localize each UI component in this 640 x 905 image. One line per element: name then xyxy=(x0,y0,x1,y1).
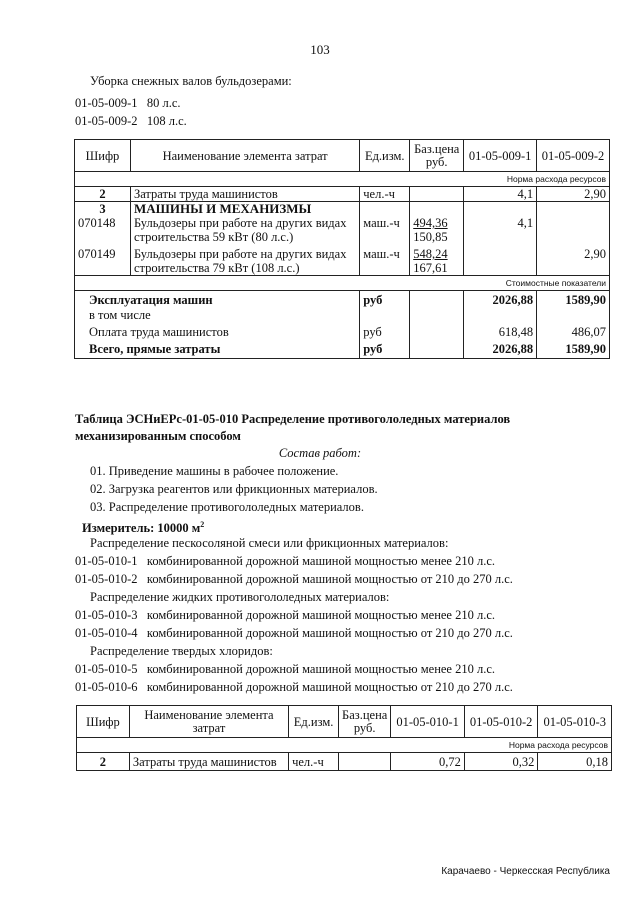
resource-table-1 xyxy=(74,139,610,359)
footer-region: Карачаево - Черкесская Республика xyxy=(441,866,610,877)
code-line xyxy=(75,95,181,111)
cost-value-1: 2026,88 xyxy=(464,342,537,359)
price-bottom: 150,85 xyxy=(413,230,448,244)
row-name: Затраты труда машинистов xyxy=(130,187,359,202)
code: 01-05-010-4 xyxy=(75,626,138,640)
code: 01-05-010-2 xyxy=(75,572,138,586)
row-name-line: Бульдозеры при работе на других видах xyxy=(133,247,347,261)
code: 01-05-010-6 xyxy=(75,680,138,694)
cost-unit xyxy=(360,308,410,325)
cost-label: Стоимостные показатели xyxy=(75,276,610,291)
cost-price xyxy=(410,325,464,342)
row-value-1: 4,1 xyxy=(464,216,537,244)
cost-unit: руб xyxy=(360,291,410,308)
code-text: комбинированной дорожной машиной мощностью от 210 до 270 л.с. xyxy=(146,626,513,640)
code-line xyxy=(75,113,187,129)
section-title: Уборка снежных валов бульдозерами: xyxy=(90,74,292,88)
cost-value-1: 618,48 xyxy=(464,325,537,342)
work-step: 01. Приведение машины в рабочее положение. xyxy=(90,464,339,478)
meter-sup: 2 xyxy=(200,520,205,529)
table-title-cont: механизированным способом xyxy=(75,429,241,443)
row-value-2 xyxy=(537,216,610,244)
price-top: 548,24 xyxy=(413,247,448,261)
header-price: Баз.цена руб. xyxy=(339,706,391,738)
table-row xyxy=(75,187,610,202)
price-bottom: 167,61 xyxy=(413,261,448,275)
header-code: Шифр xyxy=(77,706,130,738)
code-text: комбинированной дорожной машиной мощностью от 210 до 270 л.с. xyxy=(146,572,513,586)
row-price xyxy=(339,753,391,771)
cost-value-1: 2026,88 xyxy=(464,291,537,308)
row-code: 070149 xyxy=(75,244,131,276)
header-code: Шифр xyxy=(75,140,131,172)
cost-price xyxy=(410,291,464,308)
row-code: 070148 xyxy=(75,216,131,244)
header-name: Наименование элемента затрат xyxy=(129,706,288,738)
header-unit: Ед.изм. xyxy=(289,706,339,738)
header-col-1: 01-05-010-1 xyxy=(391,706,465,738)
row-code: 2 xyxy=(77,753,130,771)
cost-name: Оплата труда машинистов xyxy=(75,325,360,342)
table-row xyxy=(75,325,610,342)
work-step: 03. Распределение противогололедных материалов. xyxy=(90,500,364,514)
composition-title: Состав работ: xyxy=(278,446,362,460)
code-text: комбинированной дорожной машиной мощностью менее 210 л.с. xyxy=(146,554,496,568)
code-line xyxy=(75,571,513,587)
row-value-2: 2,90 xyxy=(537,187,610,202)
row-unit: чел.-ч xyxy=(289,753,339,771)
row-name-line: строительства 59 кВт (80 л.с.) xyxy=(133,230,294,244)
row-value-2: 2,90 xyxy=(537,244,610,276)
meter-label xyxy=(82,517,204,536)
cost-value-2: 486,07 xyxy=(537,325,610,342)
row-value-2: 0,32 xyxy=(464,753,538,771)
resource-table-2 xyxy=(76,705,612,771)
cost-value-1 xyxy=(464,308,537,325)
row-unit: маш.-ч xyxy=(360,216,410,244)
cost-price xyxy=(410,342,464,359)
row-value-1: 4,1 xyxy=(464,187,537,202)
table-row xyxy=(75,291,610,308)
cost-value-2 xyxy=(537,308,610,325)
row-value-1 xyxy=(464,244,537,276)
row-code: 2 xyxy=(75,187,131,202)
row-name xyxy=(130,216,359,244)
row-price xyxy=(410,202,464,217)
work-step: 02. Загрузка реагентов или фрикционных материалов. xyxy=(90,482,378,496)
header-price: Баз.цена руб. xyxy=(410,140,464,172)
row-price xyxy=(410,187,464,202)
table-row xyxy=(75,244,610,276)
meter-text: Измеритель: 10000 м xyxy=(82,521,201,536)
norm-label: Норма расхода ресурсов xyxy=(77,738,612,753)
cost-name: Эксплуатация машин xyxy=(75,291,360,308)
table-row xyxy=(75,308,610,325)
header-unit: Ед.изм. xyxy=(360,140,410,172)
row-value-2 xyxy=(537,202,610,217)
code: 01-05-010-3 xyxy=(75,608,138,622)
row-name xyxy=(130,244,359,276)
row-name-line: строительства 79 кВт (108 л.с.) xyxy=(133,261,300,275)
norm-label: Норма расхода ресурсов xyxy=(75,172,610,187)
table-row xyxy=(77,753,612,771)
page-number: 103 xyxy=(310,42,330,57)
row-price xyxy=(410,244,464,276)
table-row xyxy=(75,342,610,359)
cost-unit: руб xyxy=(360,325,410,342)
table-title: Таблица ЭСНиЕРс-01-05-010 Распределение противогололедных материалов xyxy=(75,412,511,426)
code-line xyxy=(75,607,495,623)
group-title: Распределение твердых хлоридов: xyxy=(90,644,273,658)
header-col-2: 01-05-009-2 xyxy=(537,140,610,172)
row-unit: чел.-ч xyxy=(360,187,410,202)
group-title: Распределение пескосоляной смеси или фрикционных материалов: xyxy=(90,536,449,550)
table-row xyxy=(75,216,610,244)
row-name: МАШИНЫ И МЕХАНИЗМЫ xyxy=(130,202,359,217)
code-line xyxy=(75,625,513,641)
cost-unit: руб xyxy=(360,342,410,359)
table-row xyxy=(75,202,610,217)
cost-name: в том числе xyxy=(75,308,360,325)
row-price xyxy=(410,216,464,244)
code: 01-05-010-1 xyxy=(75,554,138,568)
cost-value-2: 1589,90 xyxy=(537,342,610,359)
code-line xyxy=(75,661,495,677)
code-text: комбинированной дорожной машиной мощностью менее 210 л.с. xyxy=(146,608,496,622)
cost-price xyxy=(410,308,464,325)
row-unit xyxy=(360,202,410,217)
row-unit: маш.-ч xyxy=(360,244,410,276)
code: 01-05-010-5 xyxy=(75,662,138,676)
row-value-1: 0,72 xyxy=(391,753,465,771)
row-value-3: 0,18 xyxy=(538,753,612,771)
row-name: Затраты труда машинистов xyxy=(129,753,288,771)
row-value-1 xyxy=(464,202,537,217)
code-text: 80 л.с. xyxy=(146,96,181,110)
header-col-1: 01-05-009-1 xyxy=(464,140,537,172)
price-top: 494,36 xyxy=(413,216,448,230)
header-name: Наименование элемента затрат xyxy=(130,140,359,172)
cost-value-2: 1589,90 xyxy=(537,291,610,308)
header-col-3: 01-05-010-3 xyxy=(538,706,612,738)
code: 01-05-009-2 xyxy=(75,114,138,128)
cost-name: Всего, прямые затраты xyxy=(75,342,360,359)
row-code: 3 xyxy=(75,202,131,217)
code-line xyxy=(75,553,495,569)
code: 01-05-009-1 xyxy=(75,96,138,110)
row-name-line: Бульдозеры при работе на других видах xyxy=(133,216,347,230)
code-text: комбинированной дорожной машиной мощностью от 210 до 270 л.с. xyxy=(146,680,513,694)
code-text: комбинированной дорожной машиной мощностью менее 210 л.с. xyxy=(146,662,496,676)
code-line xyxy=(75,679,513,695)
code-text: 108 л.с. xyxy=(146,114,187,128)
header-col-2: 01-05-010-2 xyxy=(464,706,538,738)
group-title: Распределение жидких противогололедных материалов: xyxy=(90,590,390,604)
